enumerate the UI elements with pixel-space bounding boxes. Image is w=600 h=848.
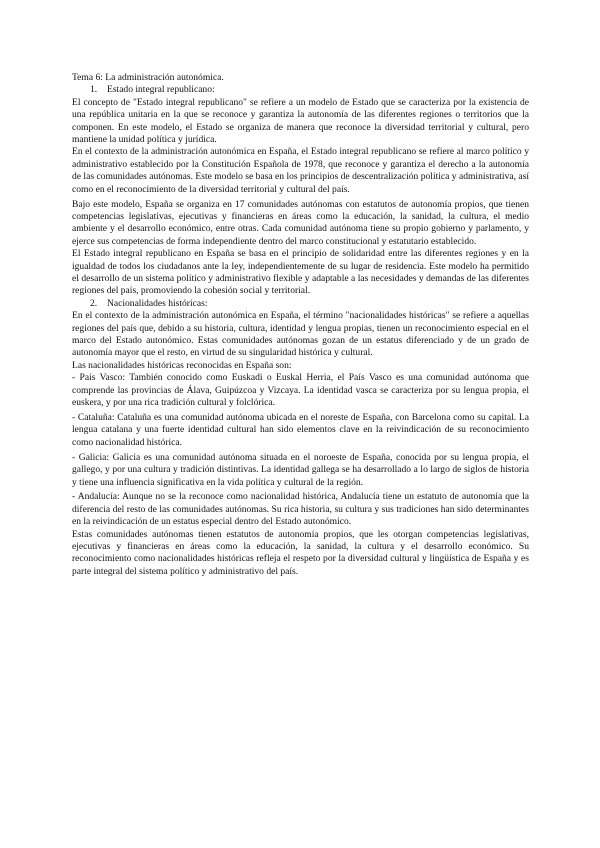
section-heading-1 xyxy=(72,84,529,96)
section-1-paragraph: Bajo este modelo, España se organiza en 17 comunidades autónomas con estatutos de autonomía propios, que tienen competencias legislativas, ejecutivas y financieras en áreas como la educación, la sanidad, la cultura, el medio ambiente y el desarrollo económico, entre otras. Cada comunidad autónoma tiene su propio gobierno y parlamento, y ejerce sus competencias de forma independiente dentro del marco constitucional y estatutario establecido. xyxy=(72,198,529,247)
section-heading-2-text: Nacionalidades históricas: xyxy=(107,297,208,309)
section-1-paragraph: El concepto de "Estado integral republicano" se refiere a un modelo de Estado que se caracteriza por la existencia de una república unitaria en la que se reconoce y garantiza la autonomía de las diferentes regiones o territorios que la componen. En este modelo, el Estado se organiza de manera que reconoce la diversidad territorial y cultural, pero mantiene la unidad política y jurídica. xyxy=(72,96,529,146)
section-1-paragraph: En el contexto de la administración autonómica en España, el Estado integral republicano se refiere al marco político y administrativo establecido por la Constitución Española de 1978, que reconoce y garantiza el derecho a la autonomía de las comunidades autónomas. Este modelo se basa en los principios de descentralización política y administrativa, así como en el reconocimiento de la diversidad territorial y cultural del país. xyxy=(72,146,529,195)
section-1-paragraph: El Estado integral republicano en España se basa en el principio de solidaridad entre las diferentes regiones y en la igualdad de todos los ciudadanos ante la ley, independientemente de su lugar de residencia. Este modelo ha permitido el desarrollo de un sistema político y administrativo flexible y adaptable a las necesidades y demandas de las diferentes regiones del país, promoviendo la cohesión social y territorial. xyxy=(72,248,529,297)
section-number-2: 2. xyxy=(90,297,98,309)
list-item-andalucia: - Andalucía: Aunque no se la reconoce como nacionalidad histórica, Andalucía tiene un estatuto de autonomía que la diferencia del resto de las comunidades autónomas. Su rica historia, su cultura y sus tradiciones han sido determinantes en la reivindicación de un estatus especial dentro del Estado autonómico. xyxy=(72,491,529,528)
section-2-paragraph: En el contexto de la administración autonómica en España, el término "nacionalidades históricas" se refiere a aquellas regiones del país que, debido a su historia, cultura, identidad y lengua propias, tienen un reconocimiento especial en el marco del Estado autonómico. Estas comunidades autónomas gozan de un estatus diferenciado y de un grado de autonomía mayor que el resto, en virtud de su singularidad histórica y cultural. xyxy=(72,310,529,359)
section-number-1: 1. xyxy=(90,84,98,96)
section-heading-2 xyxy=(72,298,529,310)
section-2-closing-paragraph: Estas comunidades autónomas tienen estatutos de autonomía propios, que les otorgan competencias legislativas, ejecutivas y financieras en áreas como la educación, la sanidad, la cultura y el desarrollo económico. Su reconocimiento como nacionalidades históricas refleja el respeto por la diversidad cultural y lingüística de España y es parte integral del sistema político y administrativo del país. xyxy=(72,528,529,577)
section-heading-1-text: Estado integral republicano: xyxy=(107,84,215,96)
list-item-galicia: - Galicia: Galicia es una comunidad autónoma situada en el noroeste de España, conocida por su lengua propia, el gallego, y por una cultura y tradición distintivas. La identidad gallega se ha desarrollado a lo largo de siglos de historia y tiene una influencia significativa en la vida política y cultural de la región. xyxy=(72,451,529,488)
document-title: Tema 6: La administración autonómica. xyxy=(72,72,224,83)
document-page xyxy=(72,72,529,578)
list-item-cataluna: - Cataluña: Cataluña es una comunidad autónoma ubicada en el noreste de España, con Barcelona como su capital. La lengua catalana y una fuerte identidad cultural han sido elementos clave en la reivindicación de su reconocimiento como nacionalidad histórica. xyxy=(72,411,529,448)
section-2-paragraph: Las nacionalidades históricas reconocidas en España son: xyxy=(72,359,292,371)
list-item-pais-vasco: - País Vasco: También conocido como Euskadi o Euskal Herria, el País Vasco es una comunidad autónoma que comprende las provincias de Álava, Guipúzcoa y Vizcaya. La identidad vasca se caracteriza por su lengua propia, el euskera, y por una rica tradición cultural y folclórica. xyxy=(72,372,529,409)
